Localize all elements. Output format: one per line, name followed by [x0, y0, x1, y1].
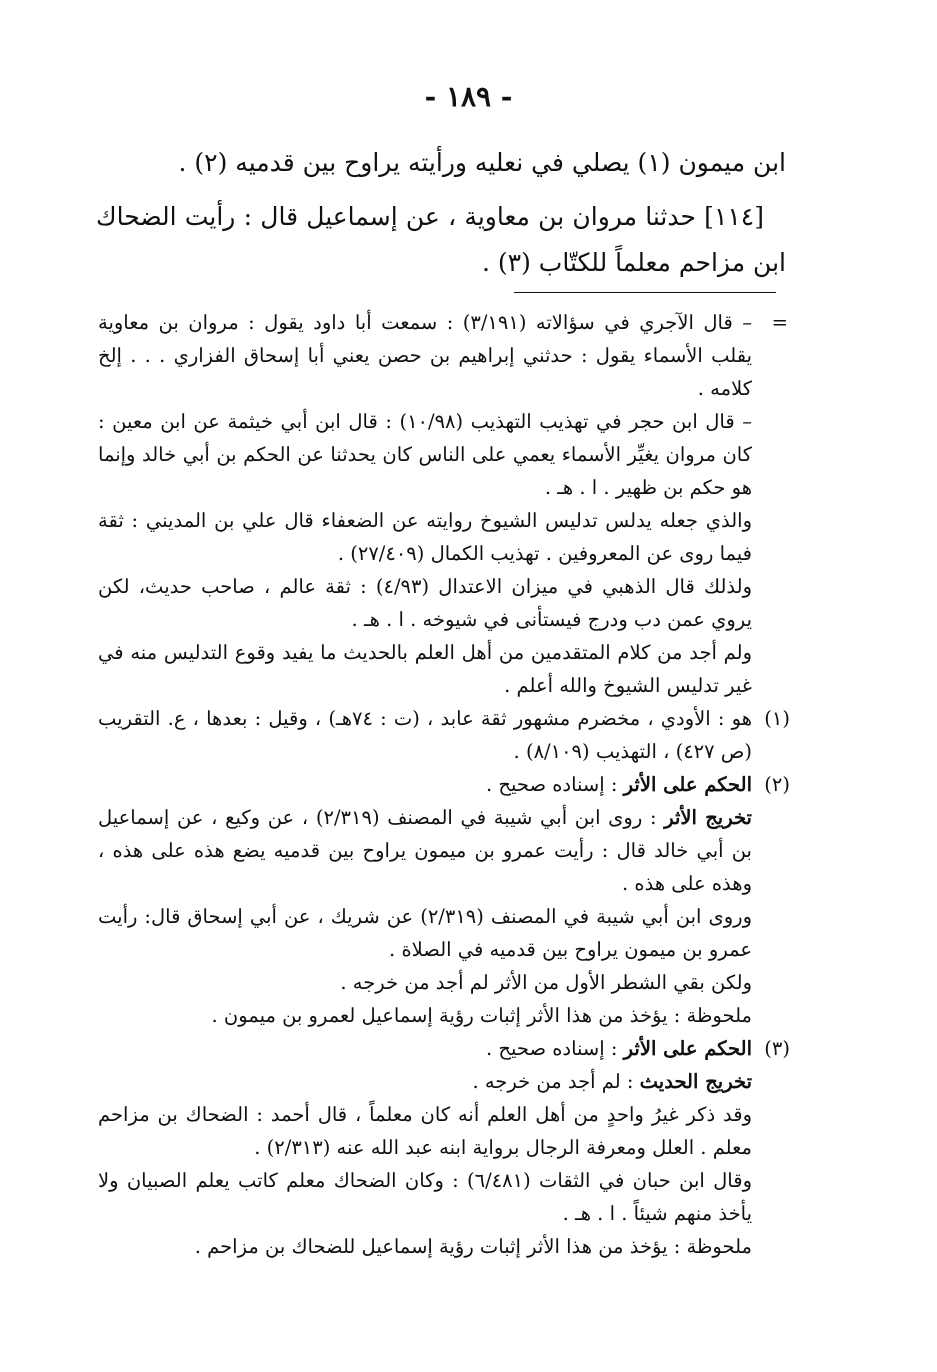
- footnote-line: هو : الأودي ، مخضرم مشهور ثقة عابد ، (ت : ٧٤هـ) ، وقيل : بعدها ، ع. التقريب (ص ٤٢٧) ، التهذيب (٨/١٠٩) .: [98, 707, 752, 763]
- takhrij-label: تخريج الأثر: [664, 806, 752, 829]
- main-paragraph: ابن ميمون (١) يصلي في نعليه ورأيته يراوح بين قدميه (٢) .: [178, 148, 786, 177]
- footnote-continuation: [98, 306, 788, 702]
- page-number: - ١٨٩ -: [424, 80, 513, 113]
- footnote-line: – قال ابن حجر في تهذيب التهذيب (١٠/٩٨) : قال ابن أبي خيثمة عن ابن معين : كان مروان يغيِّر الأسماء يعمي على الناس كان يحدثنا عن الحكم بن أبي خالد وإنما هو حكم بن ظهير . ا . هـ .: [98, 410, 752, 499]
- continuation-mark: =: [771, 311, 788, 334]
- takhrij-label: تخريج الحديث: [639, 1070, 752, 1093]
- footnote-line: [98, 1032, 752, 1065]
- footnote-1: [98, 702, 788, 768]
- takhrij-text: : روى ابن أبي شيبة في المصنف (٢/٣١٩) ، عن وكيع ، عن إسماعيل بن أبي خالد قال : رأيت عمرو بن ميمون يراوح بين قدميه يضع هذه على هذه ، وهذه على هذه .: [98, 806, 752, 895]
- footnote-line: ملحوظة : يؤخذ من هذا الأثر إثبات رؤية إسماعيل لعمرو بن ميمون .: [211, 1004, 752, 1027]
- main-paragraph: [١١٤] حدثنا مروان بن معاوية ، عن إسماعيل قال : رأيت الضحاك ابن مزاحم معلماً للكتّاب (٣) .: [96, 202, 786, 277]
- footnote-line: ولكن بقي الشطر الأول من الأثر لم أجد من خرجه .: [340, 971, 752, 994]
- main-text: [96, 140, 786, 286]
- footnote-line: ولذلك قال الذهبي في ميزان الاعتدال (٤/٩٣) : ثقة عالم ، صاحب حديث، لكن يروي عمن دب ودرج فيستأنى في شيوخه . ا . هـ .: [98, 575, 752, 631]
- takhrij-text: : لم أجد من خرجه .: [472, 1070, 640, 1093]
- hukm-text: : إسناده صحيح .: [485, 773, 624, 796]
- footnote-line: ملحوظة : يؤخذ من هذا الأثر إثبات رؤية إسماعيل للضحاك بن مزاحم .: [194, 1235, 752, 1258]
- footnote-line: والذي جعله يدلس تدليس الشيوخ روايته عن الضعفاء قال علي بن المديني : ثقة فيما روى عن المعروفين . تهذيب الكمال (٢٧/٤٠٩) .: [98, 509, 752, 565]
- footnotes: [98, 306, 788, 1263]
- footnote-3: [98, 1032, 788, 1263]
- footnote-line: [98, 801, 752, 900]
- hukm-text: : إسناده صحيح .: [485, 1037, 624, 1060]
- hukm-label: الحكم على الأثر: [623, 1037, 752, 1060]
- footnote-line: – قال الآجري في سؤالاته (٣/١٩١) : سمعت أبا داود يقول : مروان بن معاوية يقلب الأسماء يقول : حدثني إبراهيم بن حصن يعني أبا إسحاق الفزاري . . . إلخ كلامه .: [98, 311, 752, 400]
- footnote-line: [98, 768, 752, 801]
- footnote-2: [98, 768, 788, 1032]
- footnote-line: وقد ذكر غيرُ واحدٍ من أهل العلم أنه كان معلماً ، قال أحمد : الضحاك بن مزاحم معلم . العلل ومعرفة الرجال برواية ابنه عبد الله عنه (٢/٣١٣) .: [98, 1103, 752, 1159]
- hukm-label: الحكم على الأثر: [623, 773, 752, 796]
- footnote-line: وروى ابن أبي شيبة في المصنف (٢/٣١٩) عن شريك ، عن أبي إسحاق قال: رأيت عمرو بن ميمون يراوح بين قدميه في الصلاة .: [98, 905, 752, 961]
- footnote-number: (٣): [764, 1037, 790, 1060]
- footnote-number: (١): [764, 707, 790, 730]
- footnote-line: وقال ابن حبان في الثقات (٦/٤٨١) : وكان الضحاك معلم كاتب يعلم الصبيان ولا يأخذ منهم شيئاً . ا . هـ .: [98, 1169, 752, 1225]
- footnote-line: [98, 1065, 752, 1098]
- footnote-line: ولم أجد من كلام المتقدمين من أهل العلم بالحديث ما يفيد وقوع التدليس منه في غير تدليس الشيوخ والله أعلم .: [98, 641, 752, 697]
- footnote-divider: [514, 292, 776, 293]
- footnote-number: (٢): [764, 773, 790, 796]
